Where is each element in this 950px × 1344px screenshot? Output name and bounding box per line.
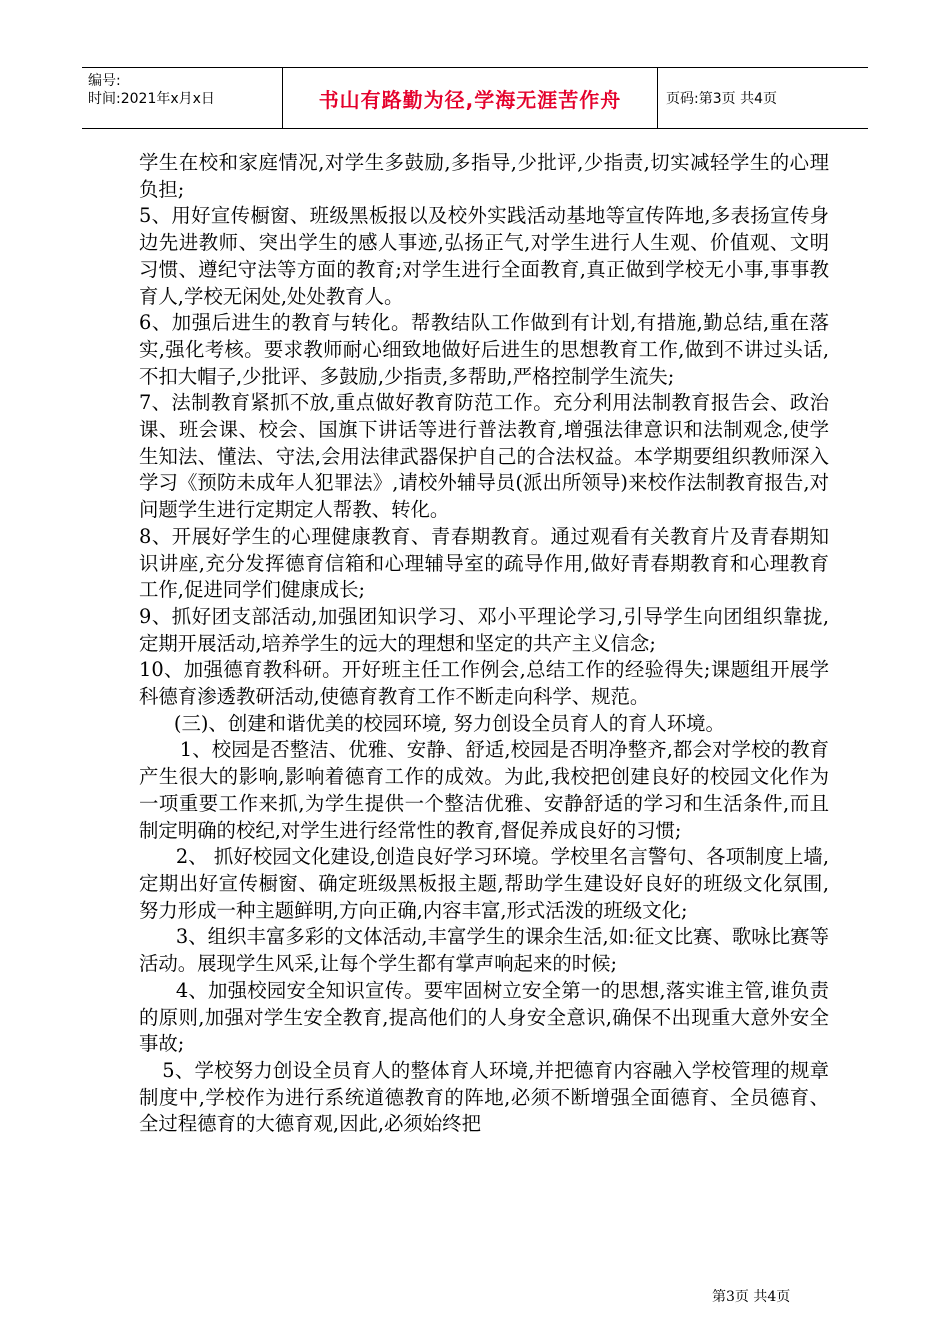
paragraph: 7、法制教育紧抓不放,重点做好教育防范工作。充分利用法制教育报告会、政治课、班会课、校会、国旗下讲话等进行普法教育,增强法律意识和法制观念,使学生知法、懂法、守法,会用法律武器保护自己的合法权益。本学期要组织教师深入学习《预防未成年人犯罪法》,请校外辅导员(派出所领导)来校作法制教育报告,对问题学生进行定期定人帮教、转化。 [139, 391, 829, 522]
document-body [139, 150, 829, 1138]
paragraph: 学生在校和家庭情况,对学生多鼓励,多指导,少批评,少指责,切实减轻学生的心理负担; [139, 151, 829, 201]
header-page-number: 页码:第3页 共4页 [666, 91, 777, 107]
document-time-label: 时间:2021年x月x日 [88, 91, 215, 107]
paragraph: 5、学校努力创设全员育人的整体育人环境,并把德育内容融入学校管理的规章制度中,学校作为进行系统道德教育的阵地,必须不断增强全面德育、全员德育、全过程德育的大德育观,因此,必须始终把 [139, 1058, 829, 1136]
paragraph: 9、抓好团支部活动,加强团知识学习、邓小平理论学习,引导学生向团组织靠拢,定期开展活动,培养学生的远大的理想和坚定的共产主义信念; [139, 604, 829, 655]
paragraph: 3、组织丰富多彩的文体活动,丰富学生的课余生活,如:征文比赛、歌咏比赛等活动。展现学生风采,让每个学生都有掌声响起来的时候; [139, 925, 829, 976]
header-meta [82, 68, 282, 128]
paragraph: 10、加强德育教科研。开好班主任工作例会,总结工作的经验得失;课题组开展学科德育渗透教研活动,使德育教育工作不断走向科学、规范。 [139, 658, 829, 709]
paragraph: 1、校园是否整洁、优雅、安静、舒适,校园是否明净整齐,都会对学校的教育产生很大的影响,影响着德育工作的成效。为此,我校把创建良好的校园文化作为一项重要工作来抓,为学生提供一个整洁优雅、安静舒适的学习和生活条件,而且制定明确的校纪,对学生进行经常性的教育,督促养成良好的习惯; [139, 738, 829, 842]
document-number-label: 编号: [88, 73, 121, 89]
header-motto: 书山有路勤为径,学海无涯苦作舟 [282, 68, 658, 128]
paragraph: 4、加强校园安全知识宣传。要牢固树立安全第一的思想,落实谁主管,谁负责的原则,加强对学生安全教育,提高他们的人身安全意识,确保不出现重大意外安全事故; [139, 978, 829, 1056]
paragraph: 6、加强后进生的教育与转化。帮教结队工作做到有计划,有措施,勤总结,重在落实,强化考核。要求教师耐心细致地做好后进生的思想教育工作,做到不讲过头话,不扣大帽子,少批评、多鼓励,少指责,多帮助,严格控制学生流失; [139, 311, 829, 388]
page-footer: 第3页 共4页 [712, 1289, 791, 1305]
section-heading: (三)、创建和谐优美的校园环境, 努力创设全员育人的育人环境。 [173, 711, 725, 735]
page-header [82, 67, 868, 129]
paragraph: 2、 抓好校园文化建设,创造良好学习环境。学校里名言警句、各项制度上墙,定期出好宣传橱窗、确定班级黑板报主题,帮助学生建设好良好的班级文化氛围,努力形成一种主题鲜明,方向正确,内容丰富,形式活泼的班级文化; [139, 845, 829, 922]
paragraph: 8、开展好学生的心理健康教育、青春期教育。通过观看有关教育片及青春期知识讲座,充分发挥德育信箱和心理辅导室的疏导作用,做好青春期教育和心理教育工作,促进同学们健康成长; [139, 524, 829, 602]
paragraph: 5、用好宣传橱窗、班级黑板报以及校外实践活动基地等宣传阵地,多表扬宣传身边先进教师、突出学生的感人事迹,弘扬正气,对学生进行人生观、价值观、文明习惯、遵纪守法等方面的教育;对学生进行全面教育,真正做到学校无小事,事事教育人,学校无闲处,处处教育人。 [139, 204, 829, 308]
